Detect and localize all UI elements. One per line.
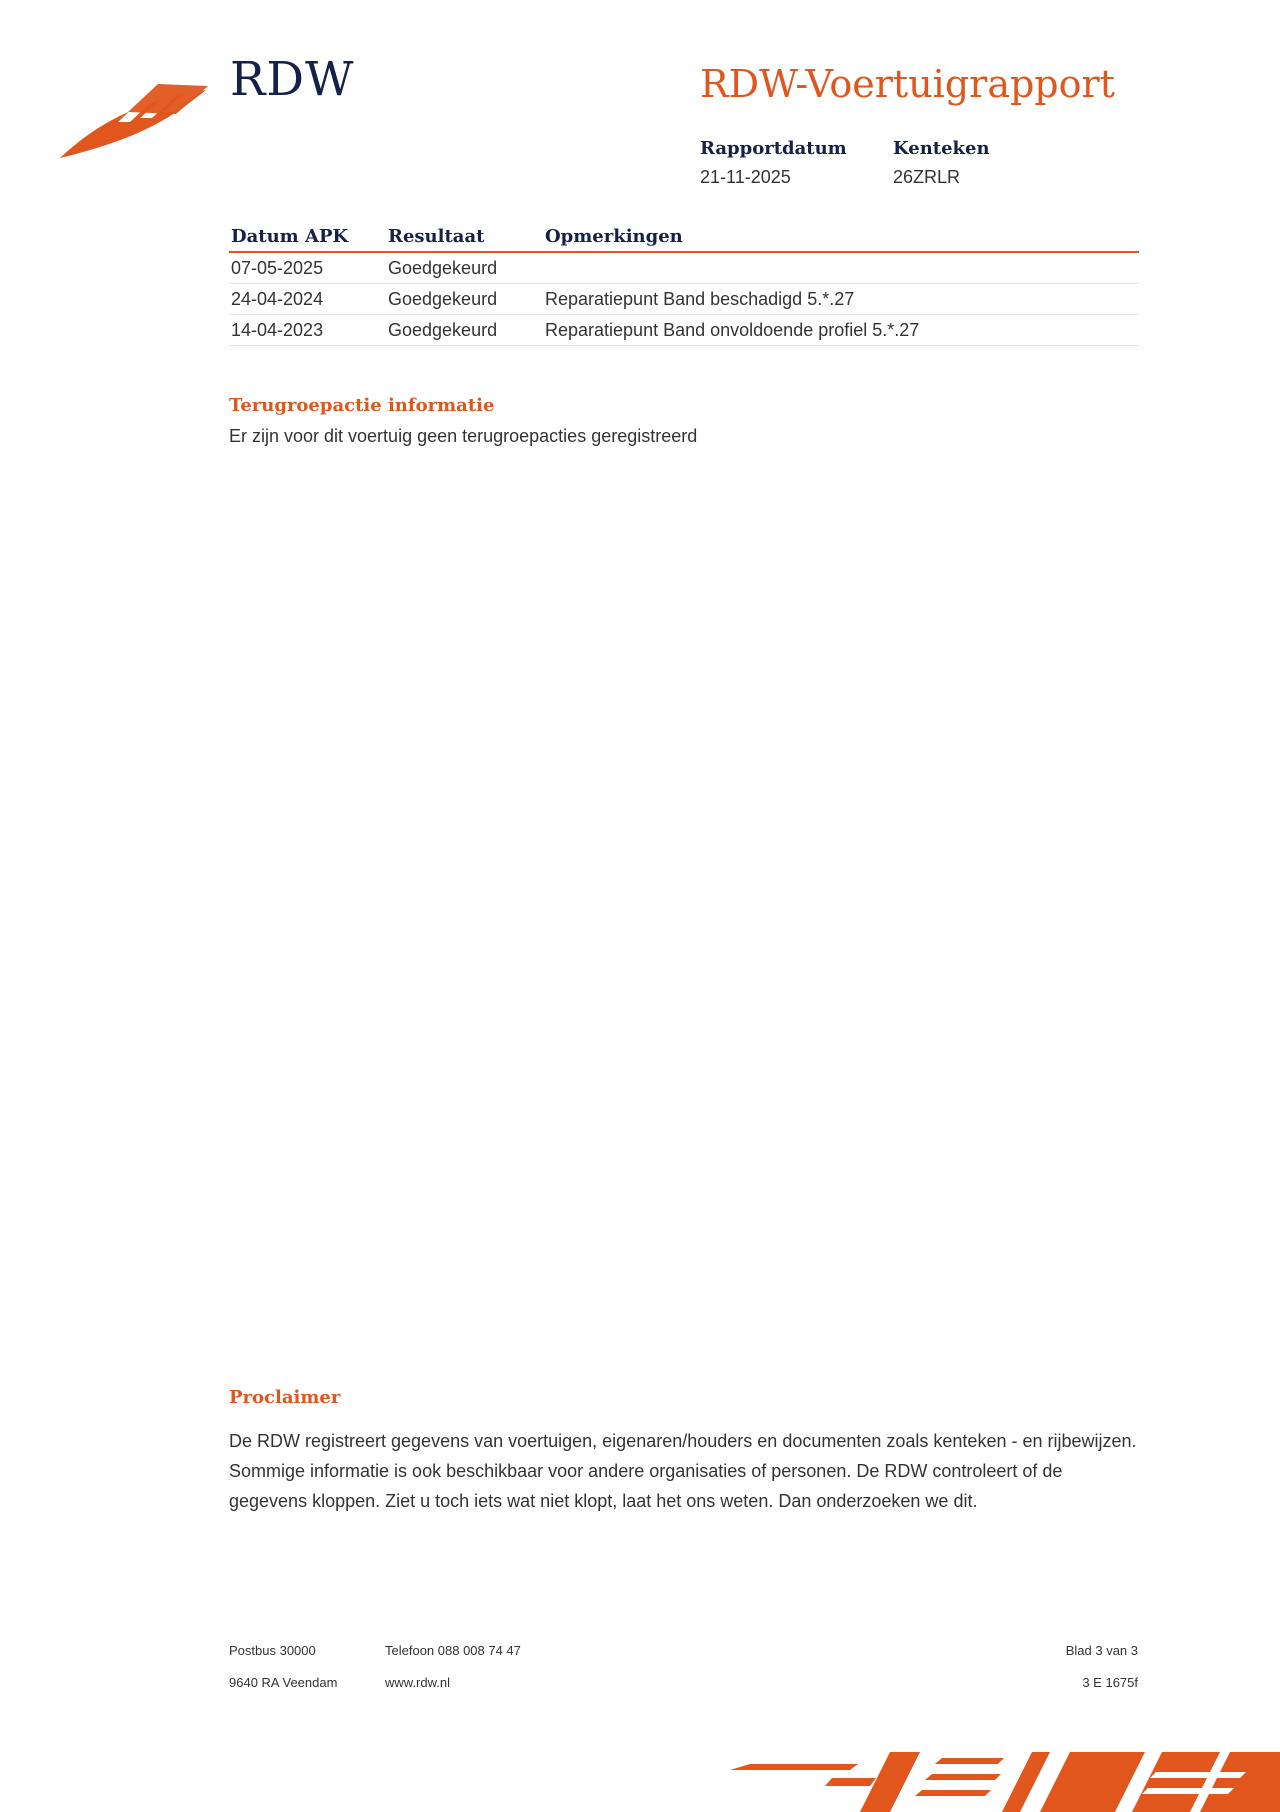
apk-table [229,222,1139,346]
recall-text: Er zijn voor dit voertuig geen terugroepacties geregistreerd [229,426,698,446]
table-row [229,315,1139,346]
footer-document-code: 3 E 1675f [1082,1675,1138,1690]
cell-resultaat: Goedgekeurd [386,252,543,284]
recall-title: Terugroepactie informatie [229,395,495,416]
cell-resultaat: Goedgekeurd [386,315,543,346]
rapportdatum-label: Rapportdatum [700,138,847,159]
header-datum-apk: Datum APK [229,222,386,252]
cell-datum: 24-04-2024 [229,284,386,315]
table-header-row [229,222,1139,252]
proclaimer-title: Proclaimer [229,1387,341,1408]
cell-opmerking [543,252,1139,284]
rapportdatum-value: 21-11-2025 [700,167,791,187]
decorative-stripes-icon [720,1738,1280,1812]
cell-datum: 14-04-2023 [229,315,386,346]
footer-address: 9640 RA Veendam [229,1675,338,1690]
kenteken-label: Kenteken [893,138,990,159]
table-row [229,252,1139,284]
footer-website[interactable]: www.rdw.nl [385,1675,451,1690]
kenteken-value: 26ZRLR [893,167,961,187]
report-title: RDW-Voertuigrapport [700,62,1115,106]
header-opmerkingen: Opmerkingen [543,222,1139,252]
cell-datum: 07-05-2025 [229,252,386,284]
footer-page-number: Blad 3 van 3 [1065,1643,1138,1658]
footer-phone: Telefoon 088 008 74 47 [385,1643,521,1658]
cell-resultaat: Goedgekeurd [386,284,543,315]
logo-text: RDW [230,52,355,107]
footer-postbus: Postbus 30000 [229,1643,316,1658]
cell-opmerking: Reparatiepunt Band beschadigd 5.*.27 [543,284,1139,315]
header-resultaat: Resultaat [386,222,543,252]
cell-opmerking: Reparatiepunt Band onvoldoende profiel 5.*.27 [543,315,1139,346]
table-row [229,284,1139,315]
rdw-logo-icon [58,82,208,162]
proclaimer-text: De RDW registreert gegevens van voertuigen, eigenaren/houders en documenten zoals kenteken - en rijbewijzen. Sommige informatie is ook beschikbaar voor andere organisaties of personen. De RDW controleert of de gegevens kloppen. Ziet u toch iets wat niet klopt, laat het ons weten. Dan onderzoeken we dit. [229,1431,1137,1511]
